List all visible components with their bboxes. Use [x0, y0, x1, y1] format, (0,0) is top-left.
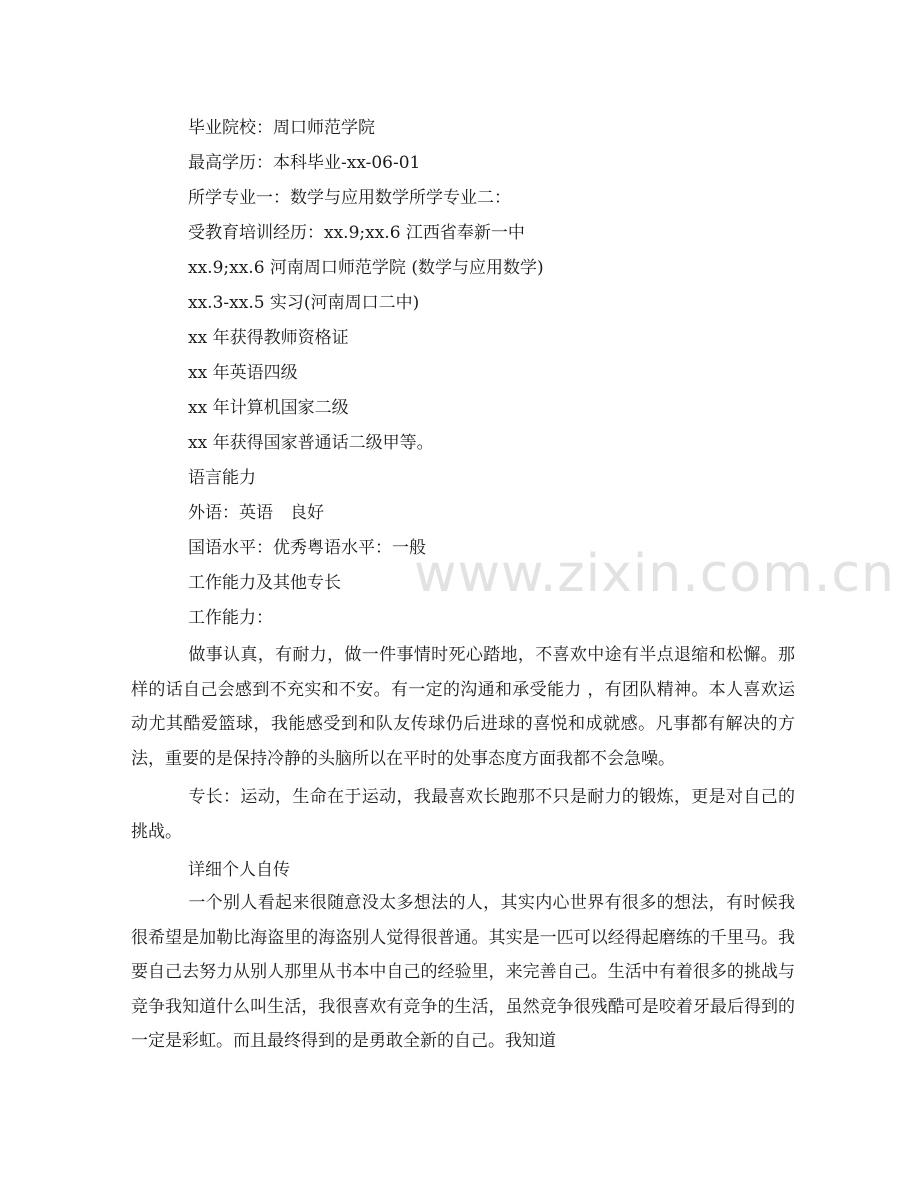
autobiography-heading: 详细个人自传 — [188, 860, 290, 880]
computer-level-line: xx 年计算机国家二级 — [188, 398, 349, 418]
work-ability-heading: 工作能力： — [188, 608, 273, 628]
internship-line: xx.3-xx.5 实习(河南周口二中) — [188, 293, 420, 313]
graduated-school-line: 毕业院校：周口师范学院 — [188, 118, 375, 138]
foreign-language-line: 外语：英语 良好 — [188, 503, 324, 523]
major-line: 所学专业一：数学与应用数学所学专业二： — [188, 188, 511, 208]
language-ability-heading: 语言能力 — [188, 468, 256, 488]
specialty-text: 专长：运动，生命在于运动，我最喜欢长跑那不只是耐力的锻炼，更是对自己的挑战。 — [131, 787, 795, 842]
education-college-line: xx.9;xx.6 河南周口师范学院 (数学与应用数学) — [188, 258, 544, 278]
education-history-line: 受教育培训经历：xx.9;xx.6 江西省奉新一中 — [188, 223, 525, 243]
dialect-level-line: 国语水平：优秀粤语水平：一般 — [188, 538, 426, 558]
autobiography-heading-paragraph — [131, 853, 795, 888]
site-watermark: www.zixin.com.cn — [414, 544, 895, 604]
highest-degree-line: 最高学历：本科毕业-xx-06-01 — [188, 153, 421, 173]
work-and-skills-heading: 工作能力及其他专长 — [188, 573, 341, 593]
mandarin-level-line: xx 年获得国家普通话二级甲等。 — [188, 433, 434, 453]
teacher-cert-line: xx 年获得教师资格证 — [188, 328, 349, 348]
autobiography-text: 一个别人看起来很随意没太多想法的人，其实内心世界有很多的想法，有时候我很希望是加勒比海盗里的海盗别人觉得很普通。其实是一匹可以经得起磨练的千里马。我要自己去努力从别人那里从书本中自己的经验里，来完善自己。生活中有着很多的挑战与竞争我知道什么叫生活，我很喜欢有竞争的生活，虽然竞争很残酷可是咬着牙最后得到的一定是彩虹。而且最终得到的是勇敢全新的自己。我知道 — [131, 893, 795, 1052]
work-ability-paragraph — [131, 638, 795, 776]
autobiography-paragraph — [131, 886, 795, 1059]
work-ability-text: 做事认真，有耐力，做一件事情时死心踏地，不喜欢中途有半点退缩和松懈。那样的话自己会感到不充实和不安。有一定的沟通和承受能力 ，有团队精神。本人喜欢运动尤其酷爱篮球，我能感受到和队友传球仍后进球的喜悦和成就感。凡事都有解决的方法，重要的是保持冷静的头脑所以在平时的处事态度方面我都不会急噪。 — [131, 645, 795, 769]
english-level-line: xx 年英语四级 — [188, 363, 298, 383]
specialty-paragraph — [131, 780, 795, 849]
